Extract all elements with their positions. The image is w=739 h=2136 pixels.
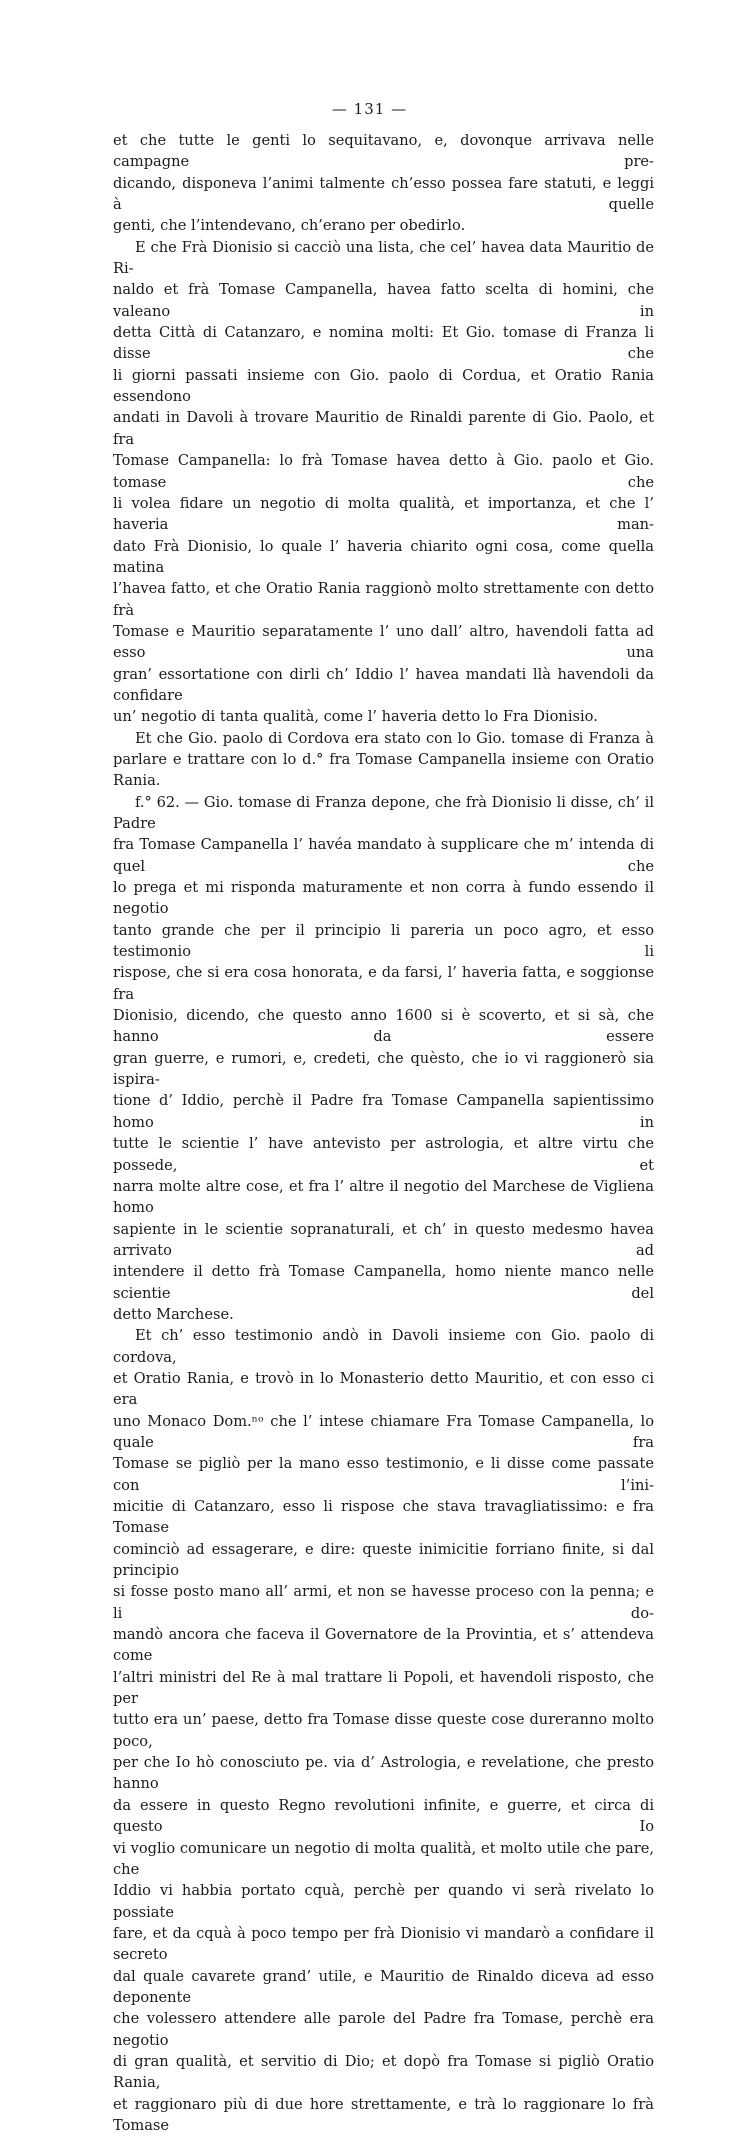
- text-line: fra Tomase Campanella l’ havéa mandato à supplicare che m’ intenda di quel che: [113, 836, 654, 875]
- text-line: Et che Gio. paolo di Cordova era stato con lo Gio. tomase di Franza à: [135, 729, 654, 747]
- text-line: mandò ancora che faceva il Governatore de la Provintia, et s’ attendeva come: [113, 1626, 654, 1665]
- text-line: Tomase e Mauritio separatamente l’ uno dall’ altro, havendoli fatta ad esso una: [113, 622, 654, 662]
- text-line: un’ negotio di tanta qualità, come l’ haveria detto lo Fra Dionisio.: [113, 708, 598, 726]
- text-line: rispose, che si era cosa honorata, e da farsi, l’ haveria fatta, e soggionse fra: [113, 964, 654, 1003]
- text-line: narra molte altre cose, et fra l’ altre il negotio del Marchese de Vigliena homo: [113, 1177, 654, 1217]
- text-line: li volea fidare un negotio di molta qualità, et importanza, et che l’ haveria man-: [113, 494, 654, 534]
- text-line: dal quale cavarete grand’ utile, e Mauritio de Rinaldo diceva ad esso deponente: [113, 1967, 654, 2006]
- text-line: lo prega et mi risponda maturamente et non corra à fundo essendo il negotio: [113, 879, 654, 918]
- text-line: dato Frà Dionisio, lo quale l’ haveria chiarito ogni cosa, come quella matina: [113, 537, 654, 576]
- text-line: vi voglio comunicare un negotio di molta qualità, et molto utile che pare, che: [113, 1839, 654, 1878]
- text-line: da essere in questo Regno revolutioni infinite, e guerre, et circa di questo Io: [113, 1796, 654, 1836]
- text-line: di gran qualità, et servitio di Dio; et dopò fra Tomase si pigliò Oratio Rania,: [113, 2052, 654, 2092]
- text-line: detto Marchese.: [113, 1305, 234, 1323]
- text-line: gran’ essortatione con dirli ch’ Iddio l’ havea mandati llà havendoli da confidare: [113, 665, 654, 704]
- text-line: tutto era un’ paese, detto fra Tomase disse queste cose dureranno molto poco,: [113, 1711, 654, 1750]
- text-line: si fosse posto mano all’ armi, et non se havesse proceso con la penna; e li do-: [113, 1583, 654, 1622]
- text-line: E che Frà Dionisio si cacciò una lista, che cel’ havea data Mauritio de Ri-: [113, 238, 654, 278]
- text-line: sapiente in le scientie sopranaturali, et ch’ in questo medesmo havea arrivato ad: [113, 1220, 654, 1259]
- page-number: — 131 —: [331, 100, 408, 118]
- text-line: dicando, disponeva l’animi talmente ch’esso possea fare statuti, e leggi à quelle: [113, 174, 654, 214]
- body-text: [113, 130, 654, 2136]
- text-line: l’altri ministri del Re à mal trattare li Popoli, et havendoli risposto, che per: [113, 1668, 654, 1708]
- text-line: intendere il detto frà Tomase Campanella, homo niente manco nelle scientie del: [113, 1263, 654, 1302]
- text-line: Tomase se pigliò per la mano esso testimonio, e li disse come passate con l’ini-: [113, 1455, 654, 1494]
- text-line: micitie di Catanzaro, esso li rispose che stava travagliatissimo: e fra Tomase: [113, 1498, 654, 1537]
- text-line: parlare e trattare con lo d.° fra Tomase Campanella insieme con Oratio Rania.: [113, 750, 654, 790]
- text-line: Dionisio, dicendo, che questo anno 1600 si è scoverto, et si sà, che hanno da essere: [113, 1007, 654, 1046]
- text-line: et Oratio Rania, e trovò in lo Monasterio detto Mauritio, et con esso ci era: [113, 1369, 654, 1409]
- text-line: li giorni passati insieme con Gio. paolo di Cordua, et Oratio Rania essendono: [113, 366, 654, 406]
- text-line: tutte le scientie l’ have antevisto per astrologia, et altre virtu che possede, et: [113, 1135, 654, 1174]
- text-line: l’havea fatto, et che Oratio Rania raggionò molto strettamente con detto frà: [113, 580, 654, 619]
- text-line: Iddio vi habbia portato cquà, perchè per quando vi serà rivelato lo possiate: [113, 1882, 654, 1921]
- text-line: tanto grande che per il principio li pareria un poco agro, et esso testimonio li: [113, 921, 654, 961]
- text-line: uno Monaco Dom.ⁿᵒ che l’ intese chiamare Fra Tomase Campanella, lo quale fra: [113, 1412, 654, 1451]
- text-line: cominciò ad essagerare, e dire: queste inimicitie forriano finite, si dal principio: [113, 1540, 654, 1580]
- text-line: genti, che l’intendevano, ch’erano per obedirlo.: [113, 217, 466, 235]
- text-line: fare, et da cquà à poco tempo per frà Dionisio vi mandarò a confidare il secreto: [113, 1924, 654, 1964]
- text-line: gran guerre, e rumori, e, credeti, che quèsto, che io vi raggionerò sia ispira-: [113, 1049, 654, 1089]
- text-line: per che Io hò conosciuto pe. via d’ Astrologia, e revelatione, che presto hanno: [113, 1754, 654, 1793]
- text-line: detta Città di Catanzaro, e nomina molti: Et Gio. tomase di Franza li disse che: [113, 324, 654, 363]
- text-line: che volessero attendere alle parole del Padre fra Tomase, perchè era negotio: [113, 2010, 654, 2049]
- text-line: et che tutte le genti lo sequitavano, e, dovonque arrivava nelle campagne pre-: [113, 132, 654, 171]
- text-line: andati in Davoli à trovare Mauritio de Rinaldi parente di Gio. Paolo, et fra: [113, 409, 654, 448]
- text-line: tione d’ Iddio, perchè il Padre fra Tomase Campanella sapientissimo homo in: [113, 1092, 654, 1131]
- text-line: f.° 62. — Gio. tomase di Franza depone, che frà Dionisio li disse, ch’ il Padre: [113, 793, 654, 832]
- text-line: et raggionaro più di due hore strettamente, e trà lo raggionare lo frà Tomase: [113, 2095, 654, 2134]
- text-line: naldo et frà Tomase Campanella, havea fatto scelta di homini, che valeano in: [113, 281, 654, 320]
- text-line: Et ch’ esso testimonio andò in Davoli insieme con Gio. paolo di cordova,: [113, 1327, 654, 1366]
- text-line: Tomase Campanella: lo frà Tomase havea detto à Gio. paolo et Gio. tomase che: [113, 452, 654, 491]
